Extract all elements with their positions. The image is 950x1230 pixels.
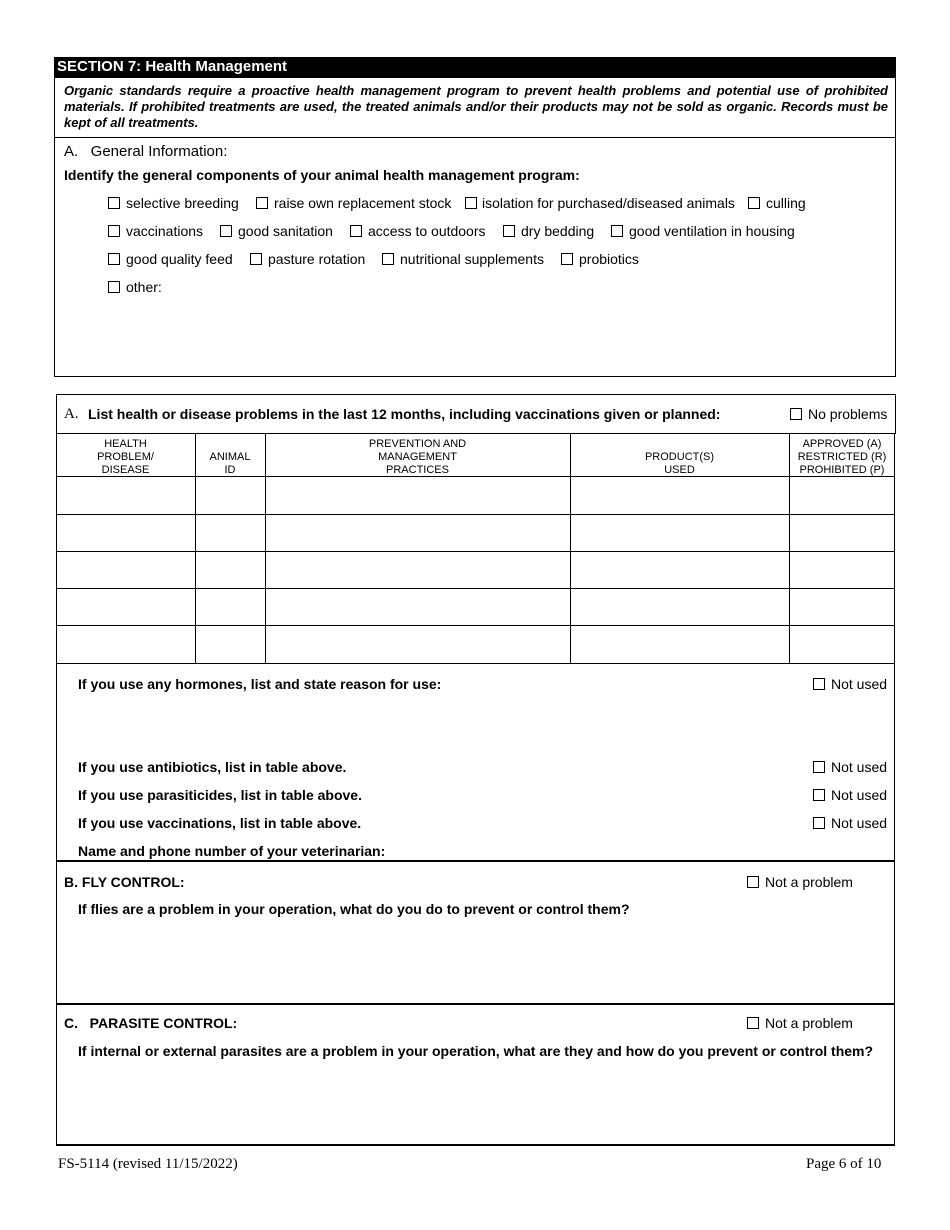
row-sep-4 <box>56 625 895 626</box>
option-other: other: <box>126 279 162 295</box>
section-intro-text: Organic standards require a proactive health management program to prevent health problems and potential use of prohibited materials. If prohibited treatments are used, the treated animals and/or their products may not be sold as organic. Records must be kept of all treatments. <box>64 83 888 130</box>
table-cell-health-problem[interactable] <box>59 517 192 548</box>
table-cell-status[interactable] <box>792 517 892 548</box>
vaccinations-not-used-label: Not used <box>831 815 888 831</box>
row-sep-3 <box>56 588 895 589</box>
option-nutritional-supplements: nutritional supplements <box>400 251 544 267</box>
fly-control-heading: B. FLY CONTROL: <box>64 874 185 890</box>
checkbox-good-quality-feed[interactable] <box>108 253 120 265</box>
veterinarian-label: Name and phone number of your veterinarian: <box>78 843 386 859</box>
parasite-not-a-problem-label: Not a problem <box>765 1015 853 1031</box>
table-cell-prevention[interactable] <box>268 628 567 660</box>
table-cell-health-problem[interactable] <box>59 591 192 622</box>
parasiticides-not-used-label: Not used <box>831 787 888 803</box>
hormones-label: If you use any hormones, list and state reason for use: <box>78 676 442 692</box>
col-header-products: PRODUCT(S) USED <box>644 451 715 476</box>
table-cell-animal-id[interactable] <box>198 591 262 622</box>
checkbox-fly-not-a-problem[interactable] <box>747 876 759 888</box>
table-cell-status[interactable] <box>792 591 892 622</box>
footer-page-number: Page 6 of 10 <box>806 1156 882 1172</box>
col-header-status: APPROVED (A) RESTRICTED (R) PROHIBITED (P) <box>797 438 887 476</box>
table-cell-products[interactable] <box>573 628 786 660</box>
no-problems-label: No problems <box>808 406 888 422</box>
checkbox-culling[interactable] <box>748 197 760 209</box>
checkbox-vaccinations[interactable] <box>108 225 120 237</box>
table-cell-status[interactable] <box>792 554 892 585</box>
general-info-heading: A. General Information: <box>64 143 228 160</box>
parasite-control-heading: C. PARASITE CONTROL: <box>64 1015 238 1031</box>
table-cell-health-problem[interactable] <box>59 628 192 660</box>
option-isolation: isolation for purchased/diseased animals <box>482 195 735 211</box>
checkbox-hormones-not-used[interactable] <box>813 678 825 690</box>
problems-heading-letter: A. <box>64 406 79 422</box>
checkbox-isolation[interactable] <box>465 197 477 209</box>
hormones-not-used-label: Not used <box>831 676 888 692</box>
option-good-quality-feed: good quality feed <box>126 251 233 267</box>
col-header-health-problem: HEALTH PROBLEM/ DISEASE <box>97 438 154 476</box>
parasiticides-label: If you use parasiticides, list in table above. <box>78 787 362 803</box>
table-cell-health-problem[interactable] <box>59 554 192 585</box>
antibiotics-label: If you use antibiotics, list in table above. <box>78 759 347 775</box>
option-dry-bedding: dry bedding <box>521 223 595 239</box>
checkbox-no-problems[interactable] <box>790 408 802 420</box>
parasite-control-question: If internal or external parasites are a problem in your operation, what are they and how do you prevent or control them? <box>78 1043 874 1059</box>
option-access-to-outdoors: access to outdoors <box>368 223 486 239</box>
vaccinations-label: If you use vaccinations, list in table above. <box>78 815 362 831</box>
col-header-animal-id: ANIMAL ID <box>209 451 251 476</box>
checkbox-good-ventilation[interactable] <box>611 225 623 237</box>
col-header-prevention: PREVENTION AND MANAGEMENT PRACTICES <box>368 438 467 476</box>
option-good-ventilation: good ventilation in housing <box>629 223 795 239</box>
checkbox-parasite-not-a-problem[interactable] <box>747 1017 759 1029</box>
table-cell-products[interactable] <box>573 479 786 511</box>
checkbox-access-to-outdoors[interactable] <box>350 225 362 237</box>
checkbox-other[interactable] <box>108 281 120 293</box>
general-info-prompt: Identify the general components of your animal health management program: <box>64 167 580 183</box>
checkbox-antibiotics-not-used[interactable] <box>813 761 825 773</box>
row-sep-2 <box>56 551 895 552</box>
problems-heading: List health or disease problems in the last 12 months, including vaccinations given or planned: <box>88 406 721 422</box>
footer-form-id: FS-5114 (revised 11/15/2022) <box>58 1156 238 1172</box>
table-cell-prevention[interactable] <box>268 517 567 548</box>
table-cell-animal-id[interactable] <box>198 554 262 585</box>
table-cell-status[interactable] <box>792 628 892 660</box>
table-cell-status[interactable] <box>792 479 892 511</box>
option-raise-own-replacement-stock: raise own replacement stock <box>274 195 452 211</box>
other-text-area[interactable] <box>170 278 870 368</box>
table-cell-animal-id[interactable] <box>198 479 262 511</box>
row-sep-1 <box>56 514 895 515</box>
checkbox-dry-bedding[interactable] <box>503 225 515 237</box>
option-selective-breeding: selective breeding <box>126 195 239 211</box>
checkbox-raise-own-replacement-stock[interactable] <box>256 197 268 209</box>
checkbox-good-sanitation[interactable] <box>220 225 232 237</box>
checkbox-parasiticides-not-used[interactable] <box>813 789 825 801</box>
table-cell-products[interactable] <box>573 554 786 585</box>
checkbox-pasture-rotation[interactable] <box>250 253 262 265</box>
option-vaccinations: vaccinations <box>126 223 204 239</box>
table-cell-health-problem[interactable] <box>59 479 192 511</box>
section-title: SECTION 7: Health Management <box>57 58 288 75</box>
option-pasture-rotation: pasture rotation <box>268 251 366 267</box>
table-cell-animal-id[interactable] <box>198 628 262 660</box>
checkbox-selective-breeding[interactable] <box>108 197 120 209</box>
checkbox-vaccinations-not-used[interactable] <box>813 817 825 829</box>
option-probiotics: probiotics <box>579 251 639 267</box>
table-cell-prevention[interactable] <box>268 554 567 585</box>
fly-not-a-problem-label: Not a problem <box>765 874 853 890</box>
table-cell-animal-id[interactable] <box>198 517 262 548</box>
checkbox-probiotics[interactable] <box>561 253 573 265</box>
table-cell-prevention[interactable] <box>268 591 567 622</box>
table-cell-products[interactable] <box>573 517 786 548</box>
option-good-sanitation: good sanitation <box>238 223 333 239</box>
checkbox-nutritional-supplements[interactable] <box>382 253 394 265</box>
antibiotics-not-used-label: Not used <box>831 759 888 775</box>
table-cell-prevention[interactable] <box>268 479 567 511</box>
option-culling: culling <box>766 195 806 211</box>
fly-control-question: If flies are a problem in your operation, what do you do to prevent or control them? <box>78 901 630 917</box>
table-cell-products[interactable] <box>573 591 786 622</box>
